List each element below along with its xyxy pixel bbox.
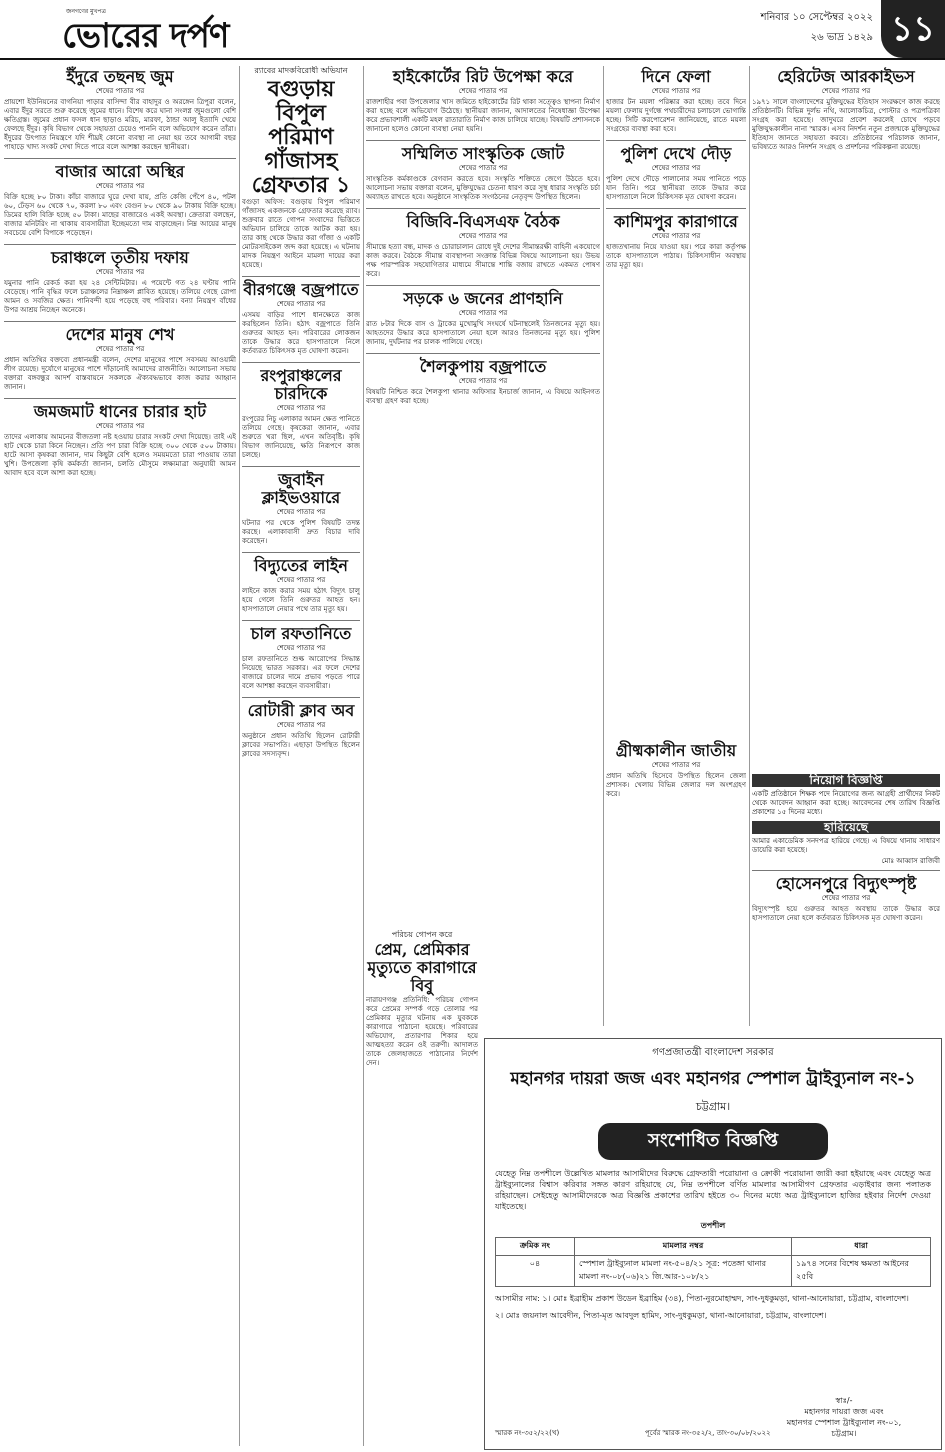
article-body: রাজশাহীর পবা উপজেলার খাস জমিতে হাইকোর্টের রিট থাকা সত্ত্বেও স্থাপনা নির্মাণ করা হচ্ছে বলে অভিযোগ উঠেছে। স্থানীয়রা জানান, আদালতের নিষেধাজ্ঞা উপেক্ষা করে প্রভাবশালী একটি মহল রাতারাতি নির্মাণ কাজ চালিয়ে যাচ্ছে। বিষয়টি প্রশাসনকে জানানো হলেও কোনো ব্যবস্থা নেয়া হয়নি। [366,98,600,133]
masthead [0,0,945,60]
notice-court: মহানগর দায়রা জজ এবং মহানগর স্পেশাল ট্রাইব্যুনাল নং-১ [510,1069,916,1089]
notice-signature [759,1395,929,1439]
continued-label: শেষের পাতার পর [95,422,145,430]
article-headline[interactable]: পুলিশ দেখে দৌড় [620,144,732,163]
column-1 [4,66,236,1446]
article-body: বিদ্যুৎস্পৃষ্ট হয়ে গুরুতর আহত অবস্থায় তাকে উদ্ধার করে হাসপাতালে নেয়া হলে কর্তব্যরত চিকিৎসক মৃত ঘোষণা করেন। [752,905,940,922]
article-body: যমুনার পানি রেকর্ড করা হয় ২৪ সেন্টিমিটার। এ পয়েন্টে গত ২৪ ঘণ্টায় পানি বেড়েছে। পানি বৃদ্ধির ফলে চরাঞ্চলের নিম্নাঞ্চল প্লাবিত হয়েছে। তলিয়ে গেছে রোপা আমন ও সবজির ক্ষেত। পানিবন্দী হয়ে পড়েছে বহু পরিবার। বন্যা নিয়ন্ত্রণ বাঁধের উপর আশ্রয় নিচ্ছেন অনেকে। [4,279,236,314]
continued-label: শেষের পাতার পর [651,761,701,769]
continued-label: শেষের পাতার পর [458,377,508,385]
article-body: হাজতখানায় নিয়ে যাওয়া হয়। পরে কারা কর্তৃপক্ষ তাকে হাসপাতালে পাঠায়। চিকিৎসাধীন অবস্থায় তার মৃত্যু হয়। [606,243,746,269]
continued-label: শেষের পাতার পর [95,345,145,353]
article-body: হাজার টন ময়লা পরিষ্কার করা হচ্ছে। তবে দিনে ময়লা ফেলায় দুর্গন্ধে পথচারীদের চলাচলে ভোগান্তি হচ্ছে। সিটি করপোরেশন জানিয়েছে, রাতে ময়লা সংগ্রহের ব্যবস্থা করা হবে। [606,98,746,133]
article [606,68,746,134]
article [4,403,236,478]
table-cell: ১৯৭৪ সনের বিশেষ ক্ষমতা আইনের ২৫বি [792,1256,931,1287]
lost-notice-heading: হারিয়েছে [752,821,940,834]
column-2 [242,66,360,1446]
column-3-lower [366,930,478,1440]
continued-label: শেষের পাতার পর [95,268,145,276]
article-kicker: র‌্যাবের মাদকবিরোধী অভিযান [254,66,348,75]
article [366,213,600,279]
court-notice [484,1038,942,1450]
article-headline[interactable]: জমজমাট ধানের চারার হাট [33,402,207,421]
continued-label: শেষের পাতার পর [95,182,145,190]
article-headline[interactable]: হোসেনপুরে বিদ্যুৎস্পৃষ্ট [775,874,917,893]
notice-city: চট্টগ্রাম। [695,1100,731,1113]
article-body: ১৯৭১ সালে বাংলাদেশের মুক্তিযুদ্ধের ইতিহাস সংরক্ষণে কাজ করছে প্রতিষ্ঠানটি। বিভিন্ন দুর্লভ নথি, আলোকচিত্র, পোস্টার ও পত্রপত্রিকা সংগ্রহ করা হয়েছে। জাদুঘরে প্রবেশ করলেই চোখে পড়বে মুক্তিযুদ্ধকালীন নানা স্মারক। এসব নিদর্শন নতুন প্রজন্মকে মুক্তিযুদ্ধের ইতিহাস জানতে সহায়তা করবে। প্রতিষ্ঠানের পরিচালক জানান, ভবিষ্যতে আরও নিদর্শন সংগ্রহ ও প্রদর্শনের পরিকল্পনা রয়েছে। [752,98,940,151]
continued-label: শেষের পাতার পর [95,87,145,95]
article-headline[interactable]: হেরিটেজ আরকাইভস [777,67,915,86]
article [366,358,600,406]
article-headline[interactable]: জুবাইন ক্লাইভওয়ারে [261,470,341,507]
article-body: বিক্রি হচ্ছে ৮০ টাকা। কাঁচা বাজারে ঘুরে দেখা যায়, প্রতি কেজি পেঁপে ৪০, পটল ৬০, ঢেঁড়স ৬০ থেকে ৭০, করলা ৮০ এবং বেগুন ৮০ থেকে ৯০ টাকায় বিক্রি হচ্ছে। ডিমের হালি বিক্রি হচ্ছে ৫০ টাকা। মাছের বাজারেও একই অবস্থা। ক্রেতারা বলছেন, বাজার মনিটরিং না থাকায় ব্যবসায়ীরা ইচ্ছেমতো দাম বাড়াচ্ছেন। নিম্ন আয়ের মানুষ সবচেয়ে বেশি বিপাকে পড়েছেন। [4,193,236,237]
sign-line: মহানগর স্পেশাল ট্রাইব্যুনাল নং-০১, [786,1418,902,1427]
article-body: রংপুরের নিচু এলাকার আমন ক্ষেত পানিতে তলিয়ে গেছে। কৃষকেরা জানান, এবার শুরুতে খরা ছিল, এখন অতিবৃষ্টি। কৃষি বিভাগ জানিয়েছে, ক্ষতি নিরূপণে কাজ চলছে। [242,415,360,459]
column-4-lower [606,740,746,1030]
column-5 [752,66,940,766]
article-headline[interactable]: সড়কে ৬ জনের প্রাণহানি [403,289,563,308]
article [4,68,236,152]
article [242,367,360,460]
article-headline[interactable]: রোটারী ক্লাব অব [247,701,355,720]
continued-label: শেষের পাতার পর [458,164,508,172]
table-cell: স্পেশাল ট্রাইব্যুনাল মামলা নং-৫০৪/২১ সূত্র: পতেঙ্গা থানার মামলা নং-০৮(০৬)২১ জি.আর-১০৮/২১ [575,1256,792,1287]
column-4 [606,66,746,666]
article [242,702,360,759]
memo-previous: পূর্বের স্মারক নং-৩৫২/২, তাং-৩০/০৮/২০২২ [645,1429,771,1437]
notice-paragraph: যেহেতু নিম্ন তপশীলে উল্লেখিত মামলার আসামীদের বিরুদ্ধে গ্রেফতারী পরোয়ানা ও ক্রোকী পরোয়ানা জারী করা হইয়াছে এবং যেহেতু অত্র ট্রাইব্যুনালের বিশ্বাস করিবার সঙ্গত কারণ রহিয়াছে যে, নিম্ন তপশীলে বর্ণিত মামলার আসামীগণ গ্রেফতার এড়াইবার জন্য পলাতক রহিয়াছেন। সেইহেতু আসামীদেরকে অত্র বিজ্ঞপ্তি প্রকাশের তারিখ হইতে ৩০ দিনের মধ্যে অত্র ট্রাইব্যুনালে হাজির হইবার নির্দেশ দেওয়া যাইতেছে। [495,1169,931,1211]
article [242,281,360,356]
article-headline[interactable]: চাল রফতানিতে [250,624,352,643]
article [242,625,360,691]
article-body: রাত ৮টার দিকে বাস ও ট্রাকের মুখোমুখি সংঘর্ষে ঘটনাস্থলেই তিনজনের মৃত্যু হয়। আহতদের উদ্ধার করে হাসপাতালে নেয়া হলে আরও তিনজনের মৃত্যু হয়। পুলিশ জানায়, দুর্ঘটনার পর চালক পালিয়ে গেছে। [366,320,600,346]
article-headline[interactable]: গ্রীষ্মকালীন জাতীয় [615,741,737,760]
article-headline[interactable]: দিনে ফেলা [641,67,711,86]
article [752,875,940,923]
column-divider [363,66,364,1446]
continued-label: শেষের পাতার পর [651,232,701,240]
notice-title: সংশোধিত বিজ্ঞপ্তি [598,1123,828,1160]
article [366,68,600,134]
continued-label: শেষের পাতার পর [276,300,326,308]
article [366,930,478,1068]
article-headline[interactable]: বাজার আরো অস্থির [55,162,185,181]
article-headline[interactable]: বিদ্যুতের লাইন [254,556,348,575]
article-body: এসময় বাড়ির পাশে ধানক্ষেতে কাজ করছিলেন তিনি। হঠাৎ বজ্রপাতে তিনি গুরুতর আহত হন। পরিবারের লোকজন তাকে উদ্ধার করে হাসপাতালে নিলে কর্তব্যরত চিকিৎসক মৃত ঘোষণা করেন। [242,311,360,355]
article-body: প্রায়শো ইউনিয়নের বাগনিয়া পাড়ার বাসিন্দা বীর বাহাদুর ও অরঙ্গেন ত্রিপুরা বলেন, এবার ইঁদুর সরতে শুরু করেছে জুমের ধানে। বিশেষ করে ঘানা সংলগ্ন জুমগুলো বেশি ক্ষতিগ্রস্ত। জুমের প্রধান ফসল ধান ছাড়াও মরিচ, মারফা, ঠান্ডা আলু ইত্যাদি খেয়ে ফেলছে ইঁদুর। কৃষি বিভাগ থেকে সহায়তা চেয়েও পাননি বলে অভিযোগ করেন তাঁরা। ইঁদুরের উৎপাত নিয়ন্ত্রণে যদি শীঘ্রই কোনো ব্যবস্থা না নেয়া হয় তবে আগামী বছর পাহাড়ে খাদ্য সংকট দেখা দিতে পারে বলে আশঙ্কা করছেন স্থানীয়রা। [4,98,236,151]
article [4,163,236,238]
continued-label: শেষের পাতার পর [276,404,326,412]
article-headline[interactable]: বগুড়ায় বিপুল পরিমাণ গাঁজাসহ গ্রেফতার ১ [251,76,351,198]
accused-1: আসামীর নাম: ১। মোঃ ইব্রাহীম প্রকাশ উডেন ইব্রাহিম (৩৪), পিতা-নুরমোহাম্মদ, সাং-দুধকুমড়া, থানা-আনোয়ারা, চট্টগ্রাম, বাংলাদেশ। [495,1294,909,1303]
lost-notice-body: আমার একাডেমিক সনদপত্র হারিয়ে গেছে। এ বিষয়ে থানায় সাধারণ ডায়েরি করা হয়েছে। [752,837,940,854]
article-body: প্রধান অতিথি হিসেবে উপস্থিত ছিলেন জেলা প্রশাসক। খেলায় বিভিন্ন জেলার দল অংশগ্রহণ করে। [606,772,746,798]
continued-label: শেষের পাতার পর [458,232,508,240]
column-divider [239,66,240,1446]
article-headline[interactable]: রংপুরাঞ্চলের চারদিকে [260,366,342,403]
sign-line: চট্টগ্রাম। [831,1429,857,1438]
article-headline[interactable]: বিজিবি-বিএসএফ বৈঠক [406,212,560,231]
article-headline[interactable]: শৈলকুপায় বজ্রপাতে [419,357,547,376]
article-body: বিষয়টি নিশ্চিত করে শৈলকুপা থানার অফিসার ইনচার্জ জানান, এ বিষয়ে আইনগত ব্যবস্থা গ্রহণ করা হচ্ছে। [366,388,600,405]
sign-line: মহানগর দায়রা জজ এবং [804,1407,884,1416]
article [366,145,600,202]
table-cell: ০৪ [496,1256,575,1287]
article-body: নারায়ণগঞ্জ প্রতিনিধি: পরিচয় গোপন করে প্রেমের সম্পর্ক গড়ে তোলার পর প্রেমিকার মৃত্যুর ঘটনায় এক যুবককে কারাগারে পাঠানো হয়েছে। পরিবারের অভিযোগ, প্রতারণার শিকার হয়ে আত্মহত্যা করেন ওই তরুণী। আদালত তাকে জেলহাজতে পাঠানোর নির্দেশ দেন। [366,996,478,1067]
continued-label: শেষের পাতার পর [651,87,701,95]
table-header: মামলার নম্বর [575,1238,792,1256]
article-kicker: পরিচয় গোপন করে [391,930,453,939]
page-number: ১১ [881,0,945,58]
date-english: শনিবার ১০ সেপ্টেম্বর ২০২২ [760,12,873,23]
article-headline[interactable]: দেশের মানুষ শেখ [65,325,175,344]
job-notice-body: একটি প্রতিষ্ঠানে শিক্ষক পদে নিয়োগের জন্য আগ্রহী প্রার্থীদের নিকট থেকে আবেদন আহ্বান করা হচ্ছে। আবেদনের শেষ তারিখ বিজ্ঞপ্তি প্রকাশের ১৫ দিনের মধ্যে। [752,790,940,816]
continued-label: শেষের পাতার পর [651,164,701,172]
schedule-label: তপশীল [700,1221,726,1230]
job-notice-heading: নিয়োগ বিজ্ঞপ্তি [752,774,940,787]
column-divider [749,66,750,1026]
masthead-tagline: জনগণের মুখপত্র [66,8,106,15]
memo-number: স্মারক নং-৩৫২/২২(খ) [495,1429,560,1437]
table-header: ক্রমিক নং [496,1238,575,1256]
continued-label: শেষের পাতার পর [276,576,326,584]
article-headline[interactable]: চরাঞ্চলে তৃতীয় দফায় [51,248,189,267]
continued-label: শেষের পাতার পর [276,721,326,729]
article [606,213,746,270]
article-body: চাল রফতানিতে শুল্ক আরোপের সিদ্ধান্ত নিয়েছে ভারত সরকার। এর ফলে দেশের বাজারে চালের দামে প্রভাব পড়তে পারে বলে আশঙ্কা করছেন ব্যবসায়ীরা। [242,655,360,690]
continued-label: শেষের পাতার পর [458,309,508,317]
article-body: লাইনে কাজ করার সময় হঠাৎ বিদ্যুৎ চালু হয়ে গেলে তিনি গুরুতর আহত হন। হাসপাতালে নেয়ার পথে তার মৃত্যু হয়। [242,587,360,613]
article [4,249,236,315]
article [606,145,746,202]
continued-label: শেষের পাতার পর [276,508,326,516]
article-body: তাদের এলাকায় আমনের বীজতলা নষ্ট হওয়ায় চারার সংকট দেখা দিয়েছে। তাই এই হাট থেকে চারা কিনে নিচ্ছেন। প্রতি পণ চারা বিক্রি হচ্ছে ৩০০ থেকে ৫০০ টাকায়। হাটে আসা কৃষকরা জানান, দাম কিছুটা বেশি হলেও সময়মতো চারা পাওয়ায় তারা খুশি। উপজেলা কৃষি কর্মকর্তা জানান, চলতি মৌসুমে লক্ষ্যমাত্রা অনুযায়ী আমন আবাদ হবে বলে আশা করা হচ্ছে। [4,433,236,477]
classified-ads [752,770,940,1030]
column-divider [603,66,604,1026]
notice-government: গণপ্রজাতন্ত্রী বাংলাদেশ সরকার [652,1047,774,1058]
article [752,68,940,152]
article-headline[interactable]: হাইকোর্টের রিট উপেক্ষা করে [392,67,574,86]
article-headline[interactable]: প্রেম, প্রেমিকার মৃত্যুতে কারাগারে বিবু [367,940,477,995]
article-body: সীমান্তে হত্যা বন্ধ, মাদক ও চোরাচালান রোধে দুই দেশের সীমান্তরক্ষী বাহিনী একযোগে কাজ করবে। বৈঠকে সীমান্ত ব্যবস্থাপনা সংক্রান্ত বিভিন্ন বিষয়ে আলোচনা হয়। উভয় পক্ষ পারস্পরিক সহযোগিতার মাধ্যমে সীমান্তে শান্তি বজায় রাখতে একমত পোষণ করে। [366,243,600,278]
article-body: পুলিশ দেখে দৌড়ে পালানোর সময় পানিতে পড়ে যান তিনি। পরে স্থানীয়রা তাকে উদ্ধার করে হাসপাতালে নিলে চিকিৎসক মৃত ঘোষণা করেন। [606,175,746,201]
continued-label: শেষের পাতার পর [821,87,871,95]
date-bangla: ২৬ ভাদ্র ১৪২৯ [810,32,873,43]
article-headline[interactable]: কাশিমপুর কারাগারে [614,212,738,231]
table-header: ধারা [792,1238,931,1256]
article [4,326,236,392]
newspaper-logo: ভোরের দর্পণ [62,16,229,56]
table-row [496,1256,931,1287]
article-body: প্রধান অতিথির বক্তব্যে প্রধানমন্ত্রী বলেন, দেশের মানুষের পাশে সবসময় আওয়ামী লীগ রয়েছে। দুর্যোগে মানুষের পাশে দাঁড়ানোই আমাদের রাজনীতি। আলোচনা সভায় বক্তারা বঙ্গবন্ধুর আদর্শ বাস্তবায়নে সকলকে ঐক্যবদ্ধভাবে কাজ করার আহ্বান জানান। [4,356,236,391]
article [366,290,600,347]
article [242,66,360,270]
accused-2: ২। মোঃ জয়নাল আবেদীন, পিতা-মৃত আবদুল হামিদ, সাং-দুধকুমড়া, থানা-আনোয়ারা, চট্টগ্রাম, বাংলাদেশ। [495,1311,827,1320]
article [242,557,360,614]
article-headline[interactable]: সম্মিলিত সাংস্কৃতিক জোট [401,144,565,163]
article-body: ঘটনার পর থেকে পুলিশ বিষয়টি তদন্ত করছে। এলাকাবাসী দ্রুত বিচার দাবি করেছেন। [242,519,360,545]
article-headline[interactable]: বীরগঞ্জে বজ্রপাতে [243,280,359,299]
article [242,471,360,546]
column-3 [366,66,600,916]
continued-label: শেষের পাতার পর [458,87,508,95]
lost-notice-signature: মোঃ আব্বাস রাজিবী [881,857,940,865]
continued-label: শেষের পাতার পর [821,894,871,902]
continued-label: শেষের পাতার পর [276,644,326,652]
schedule-table [495,1237,931,1287]
article [606,742,746,799]
article-headline[interactable]: ইঁদুরে তছনছ জুম [66,67,174,86]
sign-line: স্বাঃ/- [835,1396,853,1405]
article-body: সাংস্কৃতিক কর্মকাণ্ডকে বেগবান করতে হবে। সংস্কৃতি শক্তিতে জেগে উঠতে হবে। আলোচনা সভায় বক্তারা বলেন, মুক্তিযুদ্ধের চেতনা ধারণ করে সুস্থ ধারার সংস্কৃতি চর্চা অব্যাহত রাখতে হবে। অনুষ্ঠানে সাংস্কৃতিক সংগঠনের নেতৃবৃন্দ উপস্থিত ছিলেন। [366,175,600,201]
article-body: বগুড়া অফিস: বগুড়ায় বিপুল পরিমাণ গাঁজাসহ একজনকে গ্রেফতার করেছে র‌্যাব। শুক্রবার রাতে গোপন সংবাদের ভিত্তিতে অভিযান চালিয়ে তাকে আটক করা হয়। তার কাছ থেকে উদ্ধার করা গাঁজা ও একটি মোটরসাইকেল জব্দ করা হয়েছে। এ ঘটনায় মাদক নিয়ন্ত্রণ আইনে মামলা দায়ের করা হয়েছে। [242,198,360,269]
article-body: অনুষ্ঠানে প্রধান অতিথি ছিলেন রোটারী ক্লাবের সভাপতি। এছাড়া উপস্থিত ছিলেন ক্লাবের সদস্যবৃন্দ। [242,732,360,758]
